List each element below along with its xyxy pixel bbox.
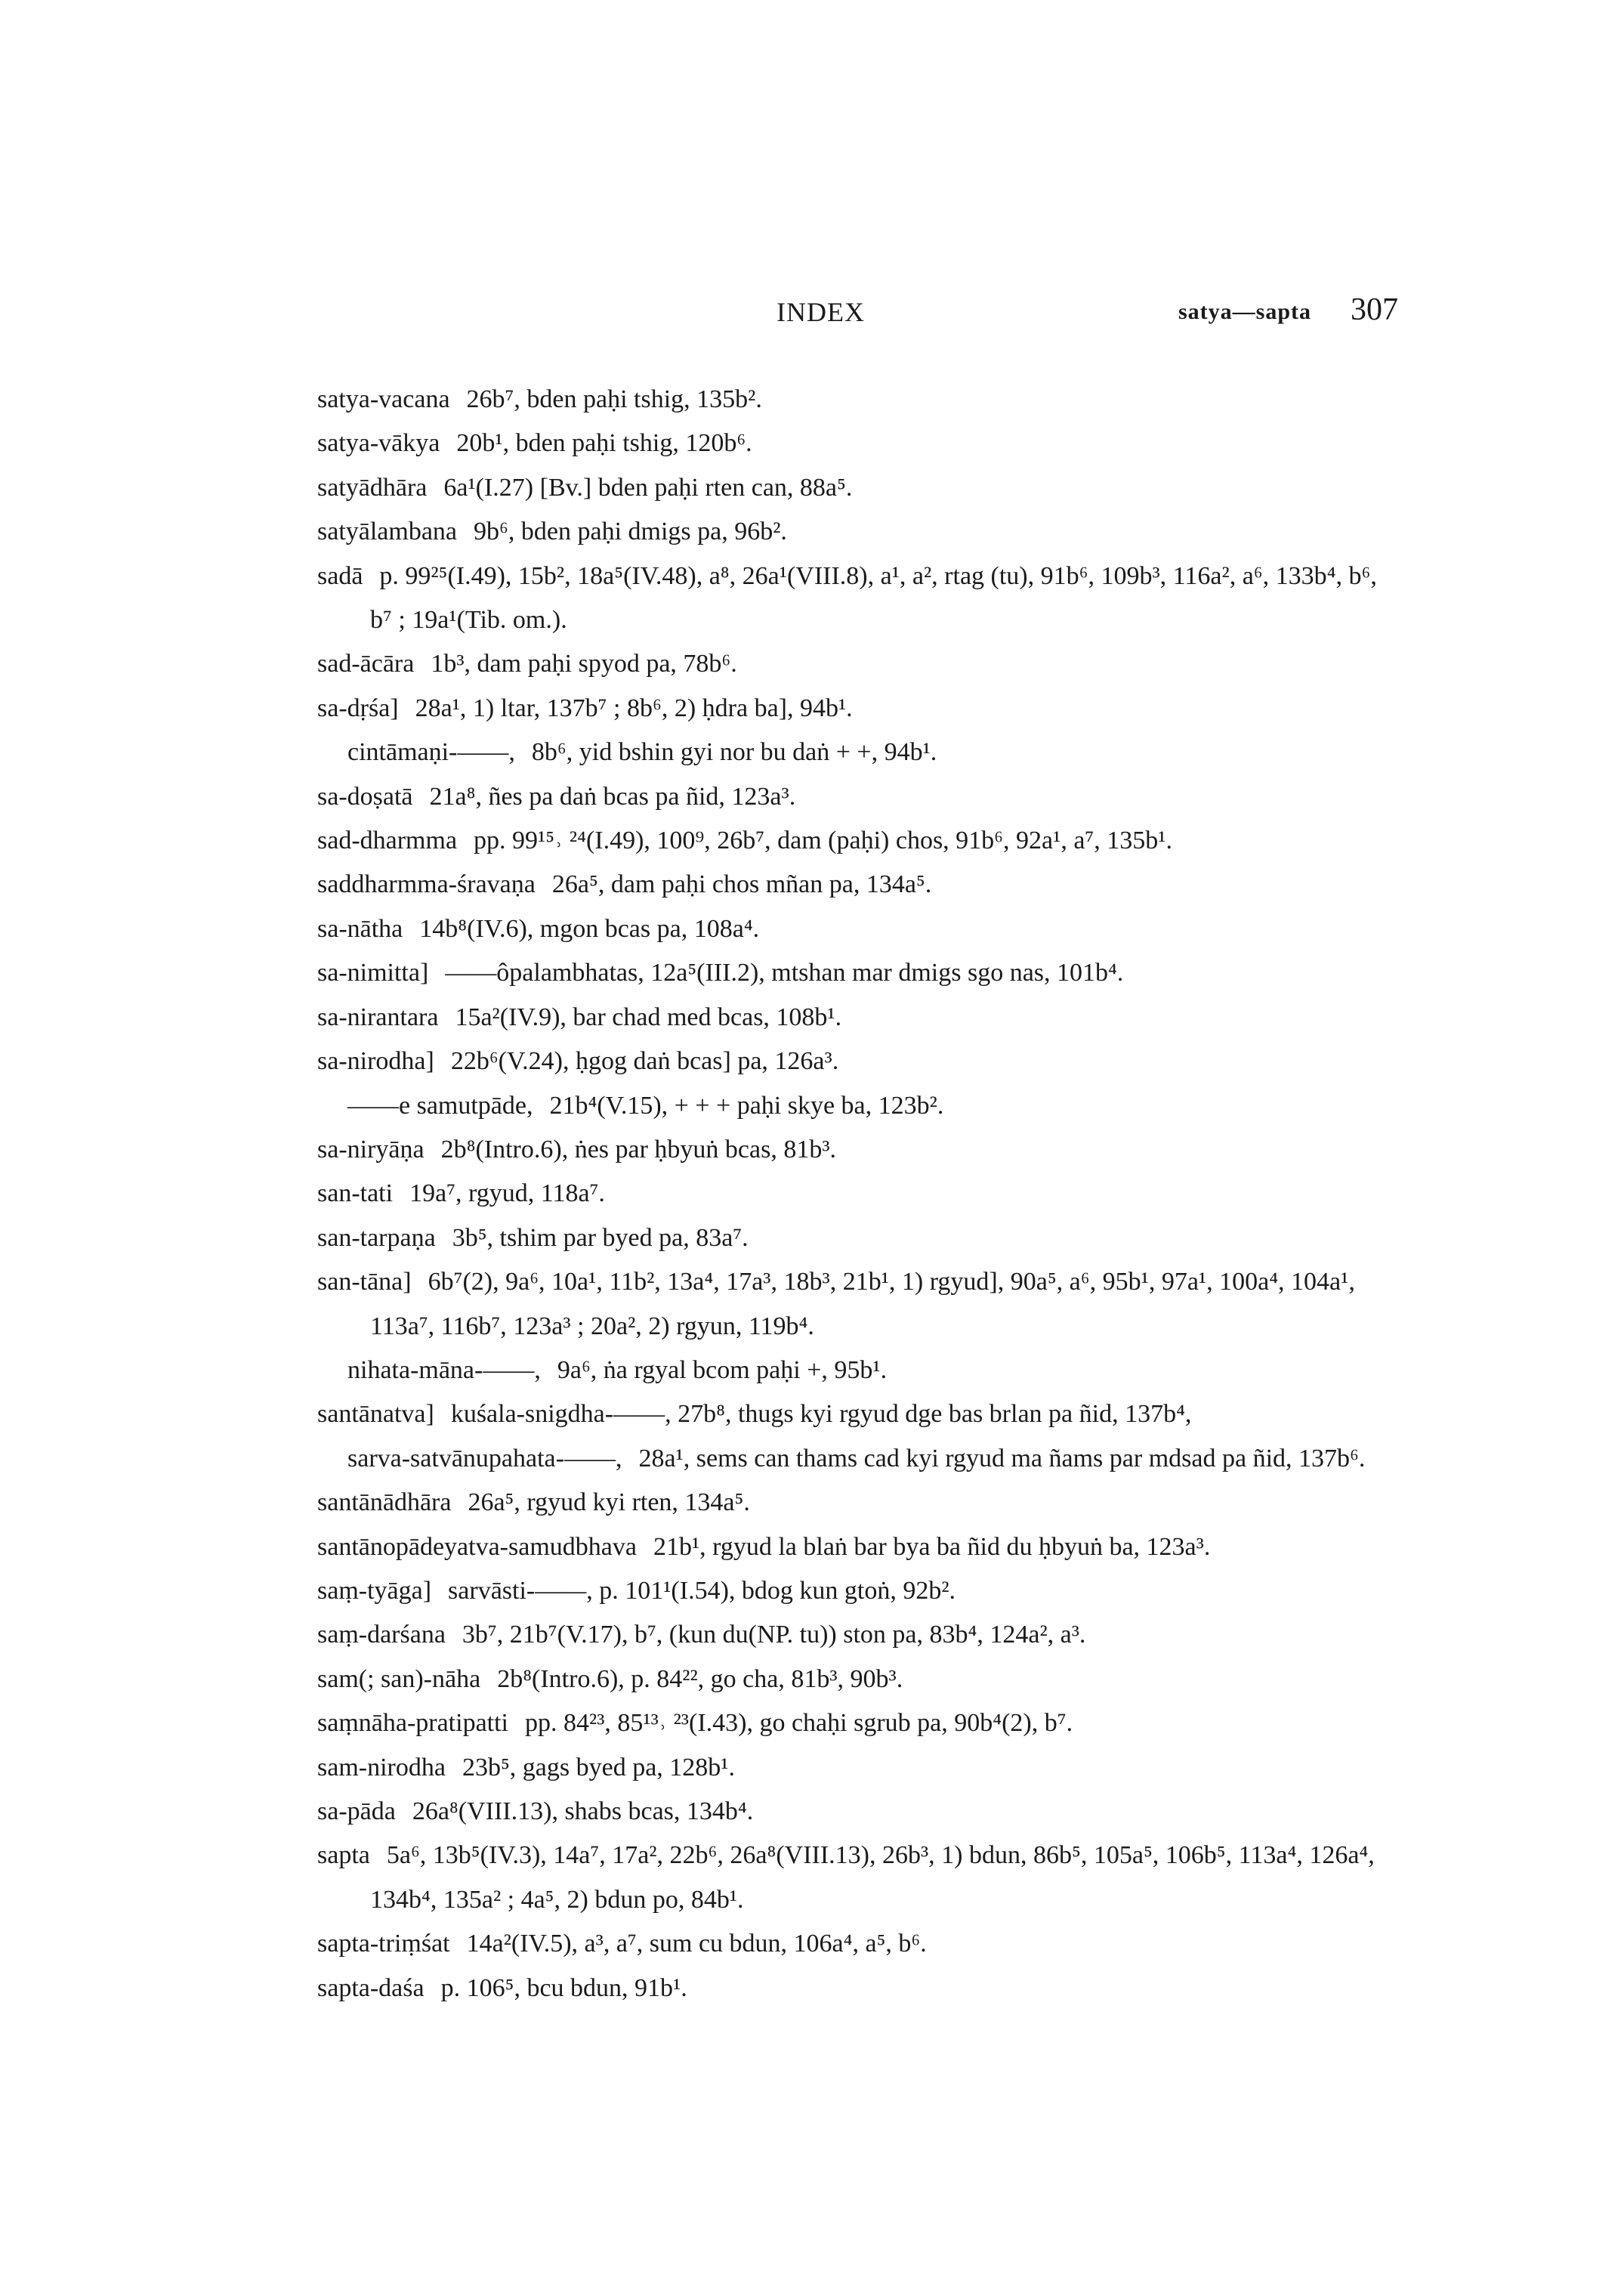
index-entry (317, 555, 1405, 643)
entry-references: 21a⁸, ñes pa daṅ bcas pa ñid, 123a³. (429, 782, 796, 811)
entry-headword: san-tāna] (317, 1268, 412, 1296)
index-entry (317, 510, 1405, 554)
entry-references: 21b¹, rgyud la blaṅ bar bya ba ñid du ḥbyuṅ ba, 123a³. (653, 1532, 1211, 1561)
entry-headword: nihata-māna-——, (347, 1355, 541, 1384)
entry-headword: sa-dṛśa] (317, 694, 399, 722)
entry-references: 1b³, dam paḥi spyod pa, 78b⁶. (431, 650, 737, 678)
entry-headword: sapta (317, 1841, 370, 1870)
index-entry (317, 1967, 1405, 2010)
entry-references: 2b⁸(Intro.6), p. 84²², go cha, 81b³, 90b³. (497, 1664, 903, 1693)
entry-headword: satya-vacana (317, 385, 450, 413)
index-entry (317, 1481, 1405, 1525)
entry-headword: sa-doṣatā (317, 782, 413, 811)
entry-references: 19a⁷, rgyud, 118a⁷. (409, 1179, 605, 1208)
entry-headword: sadā (317, 561, 363, 590)
entry-headword: cintāmaṇi-——, (347, 738, 515, 767)
entry-headword: san-tati (317, 1179, 394, 1208)
entry-headword: ——e samutpāde, (347, 1091, 533, 1120)
index-entry (317, 907, 1405, 951)
entry-headword: saṃ-tyāga] (317, 1576, 432, 1605)
entry-references: p. 99²⁵(I.49), 15b², 18a⁵(IV.48), a⁸, 26a¹(VIII.8), a¹, a², rtag (tu), 91b⁶, 109b³, 116a², a⁶, 133b⁴, b⁶, b⁷ ; 19a¹(Tib. om.). (370, 561, 1377, 635)
entry-headword: sam-nirodha (317, 1753, 446, 1781)
entry-references: 9a⁶, ṅa rgyal bcom paḥi +, 95b¹. (557, 1355, 888, 1384)
index-entry (317, 1128, 1405, 1172)
index-entry (317, 951, 1405, 995)
entry-references: 26b⁷, bden paḥi tshig, 135b². (466, 385, 762, 413)
index-entry (317, 1392, 1405, 1436)
entry-references: 23b⁵, gags byed pa, 128b¹. (462, 1753, 736, 1781)
index-entry (317, 775, 1405, 819)
page-title: INDEX (776, 297, 865, 327)
entry-references: p. 106⁵, bcu bdun, 91b¹. (440, 1973, 687, 2002)
entry-references: sarvāsti-——, p. 101¹(I.54), bdog kun gtoṅ, 92b². (448, 1576, 956, 1605)
entry-references: 20b¹, bden paḥi tshig, 120b⁶. (456, 429, 752, 458)
entry-headword: saṃnāha-pratipatti (317, 1709, 509, 1738)
entry-references: pp. 84²³, 85¹³˒ ²³(I.43), go chaḥi sgrub pa, 90b⁴(2), b⁷. (525, 1709, 1073, 1738)
index-entry (317, 1701, 1405, 1745)
entry-headword: satyādhāra (317, 473, 428, 502)
entry-references: 28a¹, sems can thams cad kyi rgyud ma ñams par mdsad pa ñid, 137b⁶. (638, 1444, 1366, 1472)
index-entry (317, 1216, 1405, 1260)
entry-headword: saṃ-darśana (317, 1621, 446, 1649)
index-entry (317, 1922, 1405, 1966)
index-entry (317, 1040, 1405, 1083)
index-entry (317, 1746, 1405, 1790)
entry-headword: satyālambana (317, 518, 458, 546)
entry-references: 6b⁷(2), 9a⁶, 10a¹, 11b², 13a⁴, 17a³, 18b³, 21b¹, 1) rgyud], 90a⁵, a⁶, 95b¹, 97a¹, 100a⁴, 104a¹, 113a⁷, 116b⁷, 123a³ ; 20a², 2) rgyun, 119b⁴. (370, 1268, 1355, 1340)
entry-references: 3b⁵, tshim par byed pa, 83a⁷. (452, 1223, 749, 1252)
index-entry (317, 1658, 1405, 1701)
index-entry (317, 863, 1405, 907)
entry-references: 21b⁴(V.15), + + + paḥi skye ba, 123b². (549, 1091, 944, 1120)
entry-references: 14a²(IV.5), a³, a⁷, sum cu bdun, 106a⁴, a⁵, b⁶. (466, 1930, 927, 1958)
entry-headword: sa-niryāṇa (317, 1135, 425, 1163)
entry-headword: santānādhāra (317, 1488, 452, 1517)
running-head (0, 292, 1624, 334)
entry-headword: sam(; san)-nāha (317, 1664, 481, 1693)
index-entry (317, 642, 1405, 686)
entry-headword: sa-nātha (317, 914, 403, 943)
entry-references: 26a⁸(VIII.13), shabs bcas, 134b⁴. (412, 1797, 754, 1825)
index-entry (317, 1569, 1405, 1613)
entry-headword: sa-nimitta] (317, 959, 429, 987)
entry-headword: san-tarpaṇa (317, 1223, 436, 1252)
entry-headword: sa-nirantara (317, 1003, 439, 1031)
entry-references: 2b⁸(Intro.6), ṅes par ḥbyuṅ bcas, 81b³. (440, 1135, 837, 1163)
index-entry (317, 378, 1405, 422)
entry-references: 15a²(IV.9), bar chad med bcas, 108b¹. (455, 1003, 842, 1031)
index-entry (317, 1260, 1405, 1349)
index-entry (317, 1834, 1405, 1922)
index-entry (317, 1790, 1405, 1834)
index-entry (317, 687, 1405, 731)
index-subentry (317, 731, 1405, 774)
index-entry (317, 1613, 1405, 1657)
index-entry (317, 466, 1405, 510)
entry-references: 14b⁸(IV.6), mgon bcas pa, 108a⁴. (419, 914, 760, 943)
entry-headword: santānopādeyatva-samudbhava (317, 1532, 637, 1561)
index-entry (317, 1525, 1405, 1569)
entry-references: 6a¹(I.27) [Bv.] bden paḥi rten can, 88a⁵. (443, 473, 853, 502)
entry-headword: saddharmma-śravaṇa (317, 870, 536, 899)
entry-headword: satya-vākya (317, 429, 440, 458)
index-entry (317, 819, 1405, 863)
entry-headword: sa-pāda (317, 1797, 396, 1825)
entry-references: 26a⁵, rgyud kyi rten, 134a⁵. (468, 1488, 750, 1517)
entry-references: kuśala-snigdha-——, 27b⁸, thugs kyi rgyud dge bas brlan pa ñid, 137b⁴, (450, 1400, 1192, 1429)
index-entry (317, 996, 1405, 1040)
entry-references: 9b⁶, bden paḥi dmigs pa, 96b². (474, 518, 787, 546)
entry-headword: sa-nirodha] (317, 1047, 434, 1076)
entry-references: 5a⁶, 13b⁵(IV.3), 14a⁷, 17a², 22b⁶, 26a⁸(VIII.13), 26b³, 1) bdun, 86b⁵, 105a⁵, 106b⁵, 113a⁴, 126a⁴, 134b⁴, 135a² ; 4a⁵, 2) bdun po, 84b¹. (370, 1841, 1375, 1914)
index-subentry (317, 1437, 1405, 1481)
entry-references: 28a¹, 1) ltar, 137b⁷ ; 8b⁶, 2) ḥdra ba], 94b¹. (415, 694, 853, 722)
entry-headword: sarva-satvānupahata-——, (347, 1444, 622, 1472)
index-entry (317, 1172, 1405, 1216)
entry-headword: sapta-daśa (317, 1973, 425, 2002)
index-subentry (317, 1084, 1405, 1128)
page-number: 307 (1351, 292, 1398, 327)
entry-references: 3b⁷, 21b⁷(V.17), b⁷, (kun du(NP. tu)) ston pa, 83b⁴, 124a², a³. (462, 1621, 1086, 1649)
entry-references: ——ôpalambhatas, 12a⁵(III.2), mtshan mar dmigs sgo nas, 101b⁴. (445, 959, 1124, 987)
entry-headword: santānatva] (317, 1400, 434, 1429)
index-entry (317, 422, 1405, 465)
entry-references: 8b⁶, yid bshin gyi nor bu daṅ + +, 94b¹. (531, 738, 937, 767)
entry-headword: sad-ācāra (317, 650, 415, 678)
entry-references: pp. 99¹⁵˒ ²⁴(I.49), 100⁹, 26b⁷, dam (paḥi) chos, 91b⁶, 92a¹, a⁷, 135b¹. (474, 827, 1172, 855)
index-subentry (317, 1349, 1405, 1392)
entry-headword: sapta-triṃśat (317, 1930, 450, 1958)
index-list (317, 378, 1405, 2010)
index-range: satya—sapta (1178, 299, 1312, 324)
entry-references: 26a⁵, dam paḥi chos mñan pa, 134a⁵. (551, 870, 932, 899)
entry-references: 22b⁶(V.24), ḥgog daṅ bcas] pa, 126a³. (450, 1047, 839, 1076)
entry-headword: sad-dharmma (317, 827, 458, 855)
